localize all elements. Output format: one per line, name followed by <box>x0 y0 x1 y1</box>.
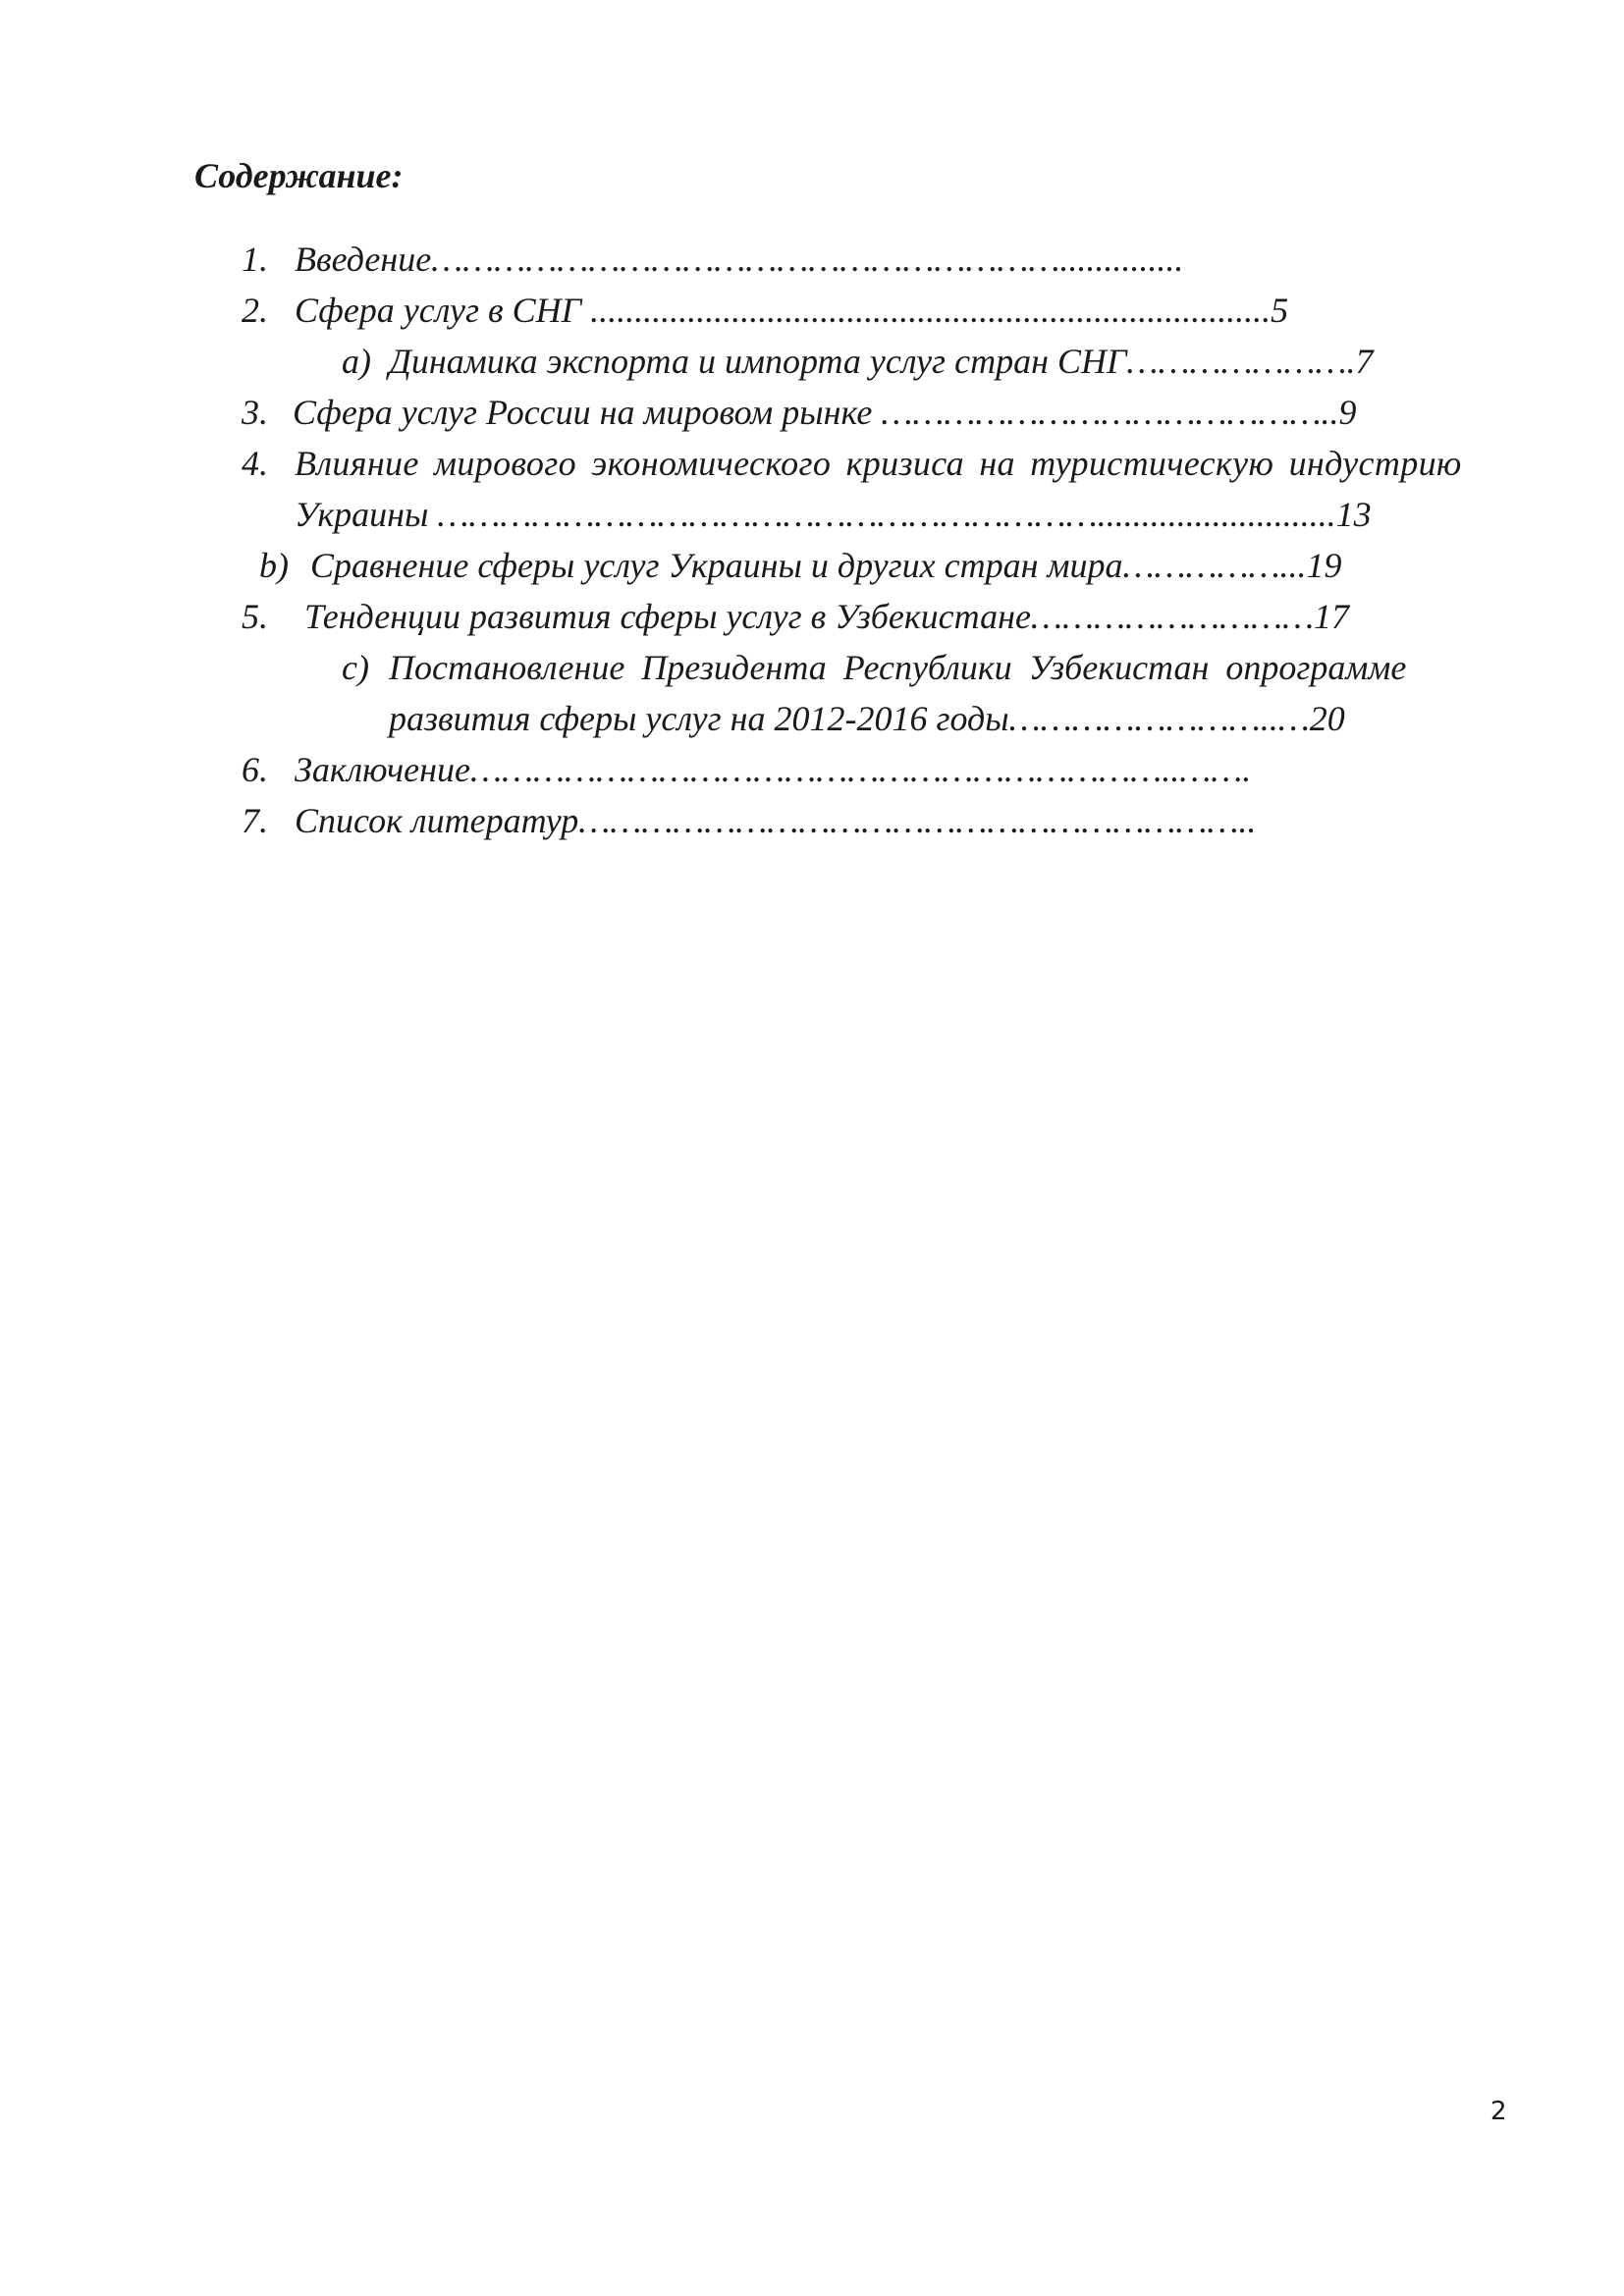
toc-entry-number: c) <box>342 648 369 687</box>
toc-entry-2 <box>242 293 1288 328</box>
toc-entry-text: Сравнение сферы услуг Украины и других стран мира……………...19 <box>310 546 1342 585</box>
toc-entry-number: 2. <box>242 291 268 330</box>
toc-entry-6 <box>242 752 1251 787</box>
page-number: 2 <box>1490 2097 1507 2126</box>
toc-entry-number: b) <box>259 546 289 585</box>
toc-entry-3 <box>242 395 1357 430</box>
toc-entry-text: Влияние мирового экономического кризиса на туристическую индустрию <box>295 444 1462 483</box>
toc-entry-text: Введение…………………………………………………….............. <box>295 240 1184 279</box>
toc-entry-number: 6. <box>242 750 268 789</box>
toc-entry-text: Сфера услуг России на мировом рынке ……………………………………..9 <box>293 393 1357 432</box>
toc-entry-number: 1. <box>242 240 268 279</box>
toc-entry-number: 7. <box>242 801 268 840</box>
toc-entry-number: 5. <box>242 597 268 636</box>
toc-entry-number: a) <box>342 342 371 381</box>
toc-heading: Содержание: <box>194 156 404 195</box>
toc-entry-number: 3. <box>242 393 268 432</box>
toc-entry-4 <box>242 446 1518 481</box>
toc-entry-4-continued <box>295 497 1372 532</box>
toc-entry-7 <box>242 803 1256 838</box>
toc-entry-text: Динамика экспорта и импорта услуг стран СНГ………………….7 <box>389 342 1374 381</box>
toc-entry-5c-continued <box>389 701 1345 736</box>
toc-entry-2a <box>342 344 1374 379</box>
toc-entry-text: Украины ………………………………………………………...........................13 <box>295 495 1372 534</box>
toc-entry-4b <box>259 548 1342 583</box>
toc-entry-number: 4. <box>242 444 268 483</box>
toc-entry-5 <box>242 599 1349 634</box>
toc-entry-text: Тенденции развития сферы услуг в Узбекистане………………………17 <box>304 597 1350 636</box>
toc-entry-1 <box>242 241 1183 277</box>
toc-entry-text: Заключение…………………………………………………………..……. <box>295 750 1252 789</box>
toc-entry-text: Постановление Президента Республики Узбекистан опрограмме <box>389 648 1407 687</box>
toc-entry-text: развития сферы услуг на 2012-2016 годы……………………..…20 <box>389 699 1345 738</box>
toc-entry-text: Сфера услуг в СНГ .............................................................................5 <box>295 291 1289 330</box>
toc-entry-text: Список литератур……………………………………………………….. <box>295 801 1257 840</box>
toc-entry-5c <box>342 650 1406 685</box>
